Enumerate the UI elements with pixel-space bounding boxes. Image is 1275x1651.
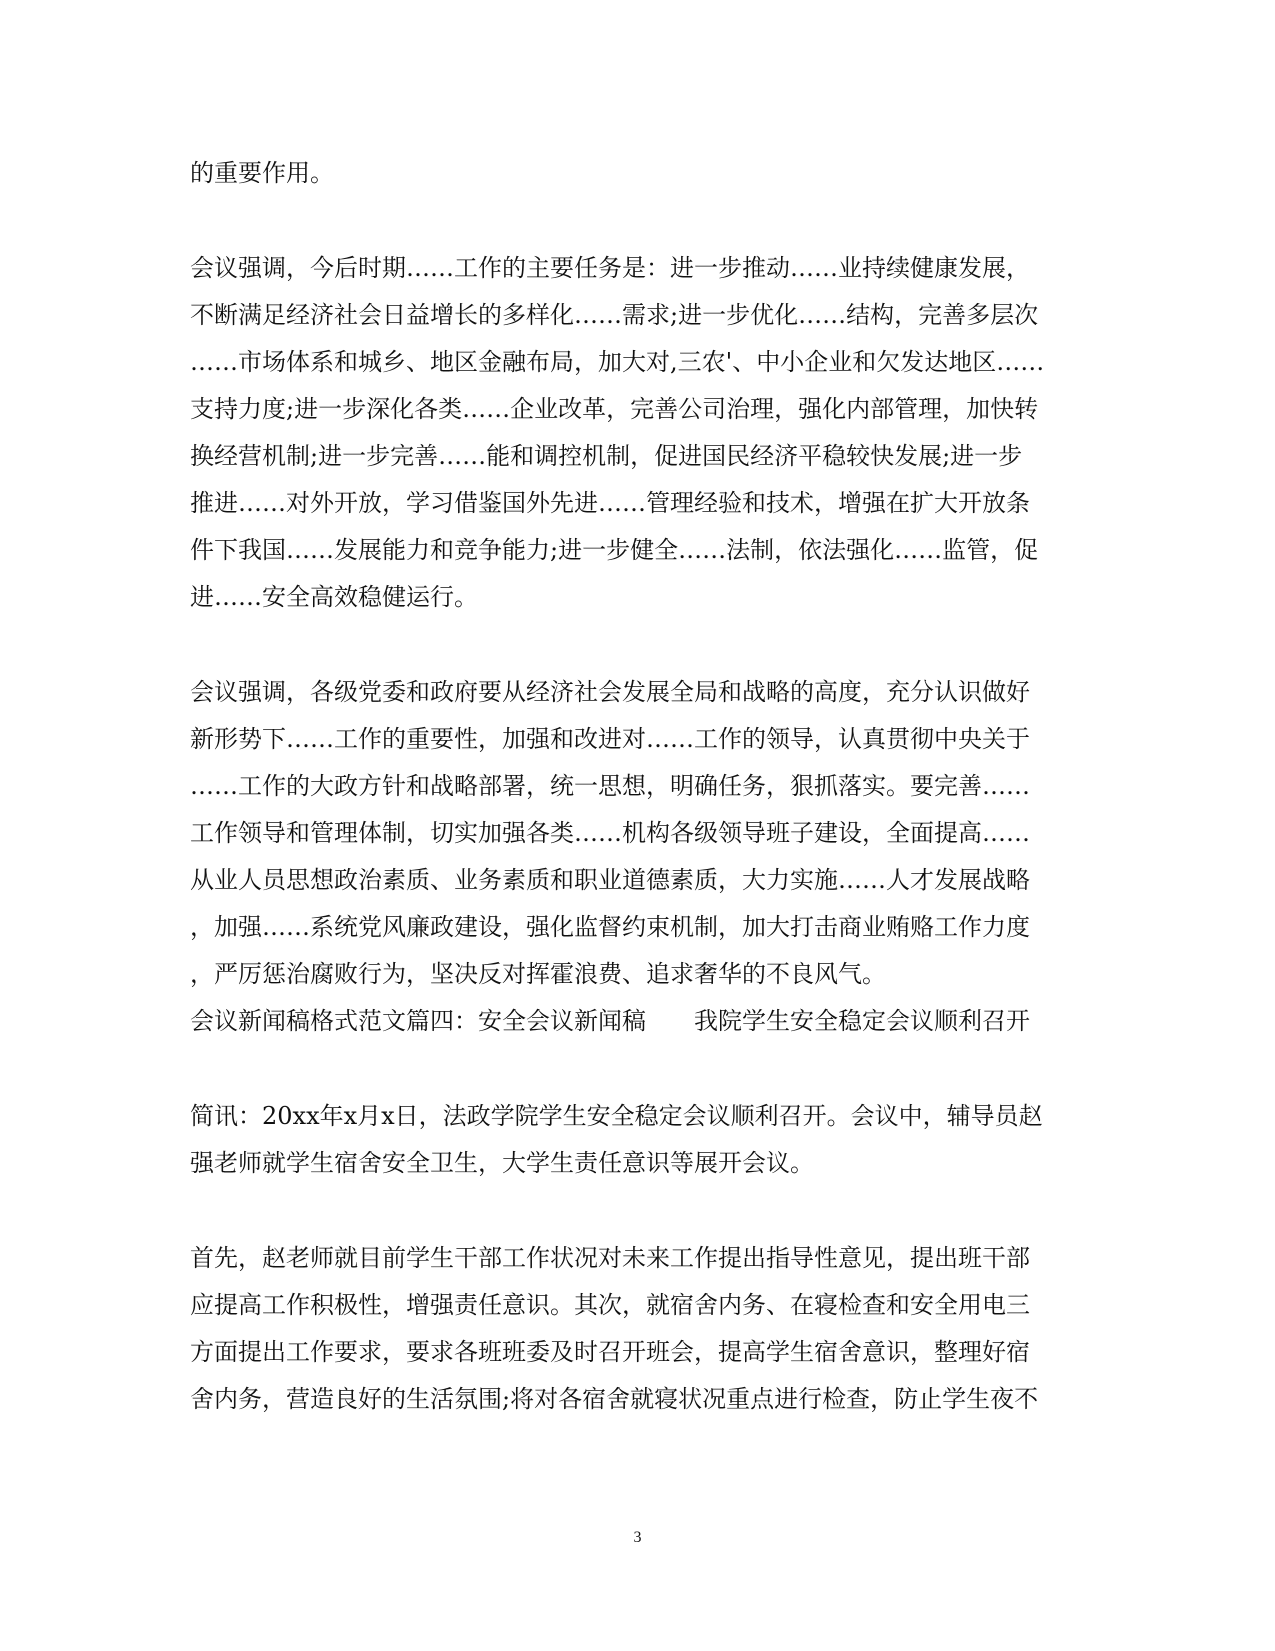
text-line: ，加强……系统党风廉政建设，强化监督约束机制，加大打击商业贿赂工作力度	[190, 913, 1030, 941]
text-line: 不断满足经济社会日益增长的多样化……需求;进一步优化……结构，完善多层次	[190, 301, 1039, 329]
text-line: 会议强调，各级党委和政府要从经济社会发展全局和战略的高度，充分认识做好	[190, 678, 1030, 706]
text-line: ……市场体系和城乡、地区金融布局，加大对,三农'、中小企业和欠发达地区……	[190, 348, 1045, 376]
text-line: 会议强调，今后时期……工作的主要任务是：进一步推动……业持续健康发展，	[190, 254, 1030, 282]
text-line: ……工作的大政方针和战略部署，统一思想，明确任务，狠抓落实。要完善……	[190, 772, 1030, 800]
text-line: 件下我国……发展能力和竞争能力;进一步健全……法制，依法强化……监管，促	[190, 536, 1039, 564]
text-line: 支持力度;进一步深化各类……企业改革，完善公司治理，强化内部管理，加快转	[190, 395, 1039, 423]
text-line: 新形势下……工作的重要性，加强和改进对……工作的领导，认真贯彻中央关于	[190, 725, 1030, 753]
text-line: 从业人员思想政治素质、业务素质和职业道德素质，大力实施……人才发展战略	[190, 866, 1030, 894]
text-line: 简讯：20xx年x月x日，法政学院学生安全稳定会议顺利召开。会议中，辅导员赵	[190, 1102, 1043, 1130]
text-line: 首先，赵老师就目前学生干部工作状况对未来工作提出指导性意见，提出班干部	[190, 1244, 1030, 1272]
text-line: 进……安全高效稳健运行。	[190, 583, 478, 611]
text-line: 工作领导和管理体制，切实加强各类……机构各级领导班子建设，全面提高……	[190, 819, 1030, 847]
text-line: 舍内务，营造良好的生活氛围;将对各宿舍就寝状况重点进行检查，防止学生夜不	[190, 1385, 1039, 1413]
text-line: 推进……对外开放，学习借鉴国外先进……管理经验和技术，增强在扩大开放条	[190, 489, 1030, 517]
text-line: 方面提出工作要求，要求各班班委及时召开班会，提高学生宿舍意识，整理好宿	[190, 1338, 1030, 1366]
text-line: 强老师就学生宿舍安全卫生，大学生责任意识等展开会议。	[190, 1149, 814, 1177]
text-line: ，严厉惩治腐败行为，坚决反对挥霍浪费、追求奢华的不良风气。	[190, 960, 886, 988]
text-line: 的重要作用。	[190, 159, 334, 187]
section-heading: 会议新闻稿格式范文篇四：安全会议新闻稿 我院学生安全稳定会议顺利召开	[190, 1007, 1030, 1035]
text-line: 应提高工作积极性，增强责任意识。其次，就宿舍内务、在寝检查和安全用电三	[190, 1291, 1030, 1319]
text-line: 换经营机制;进一步完善……能和调控机制，促进国民经济平稳较快发展;进一步	[190, 442, 1023, 470]
page-number: 3	[633, 1529, 642, 1546]
